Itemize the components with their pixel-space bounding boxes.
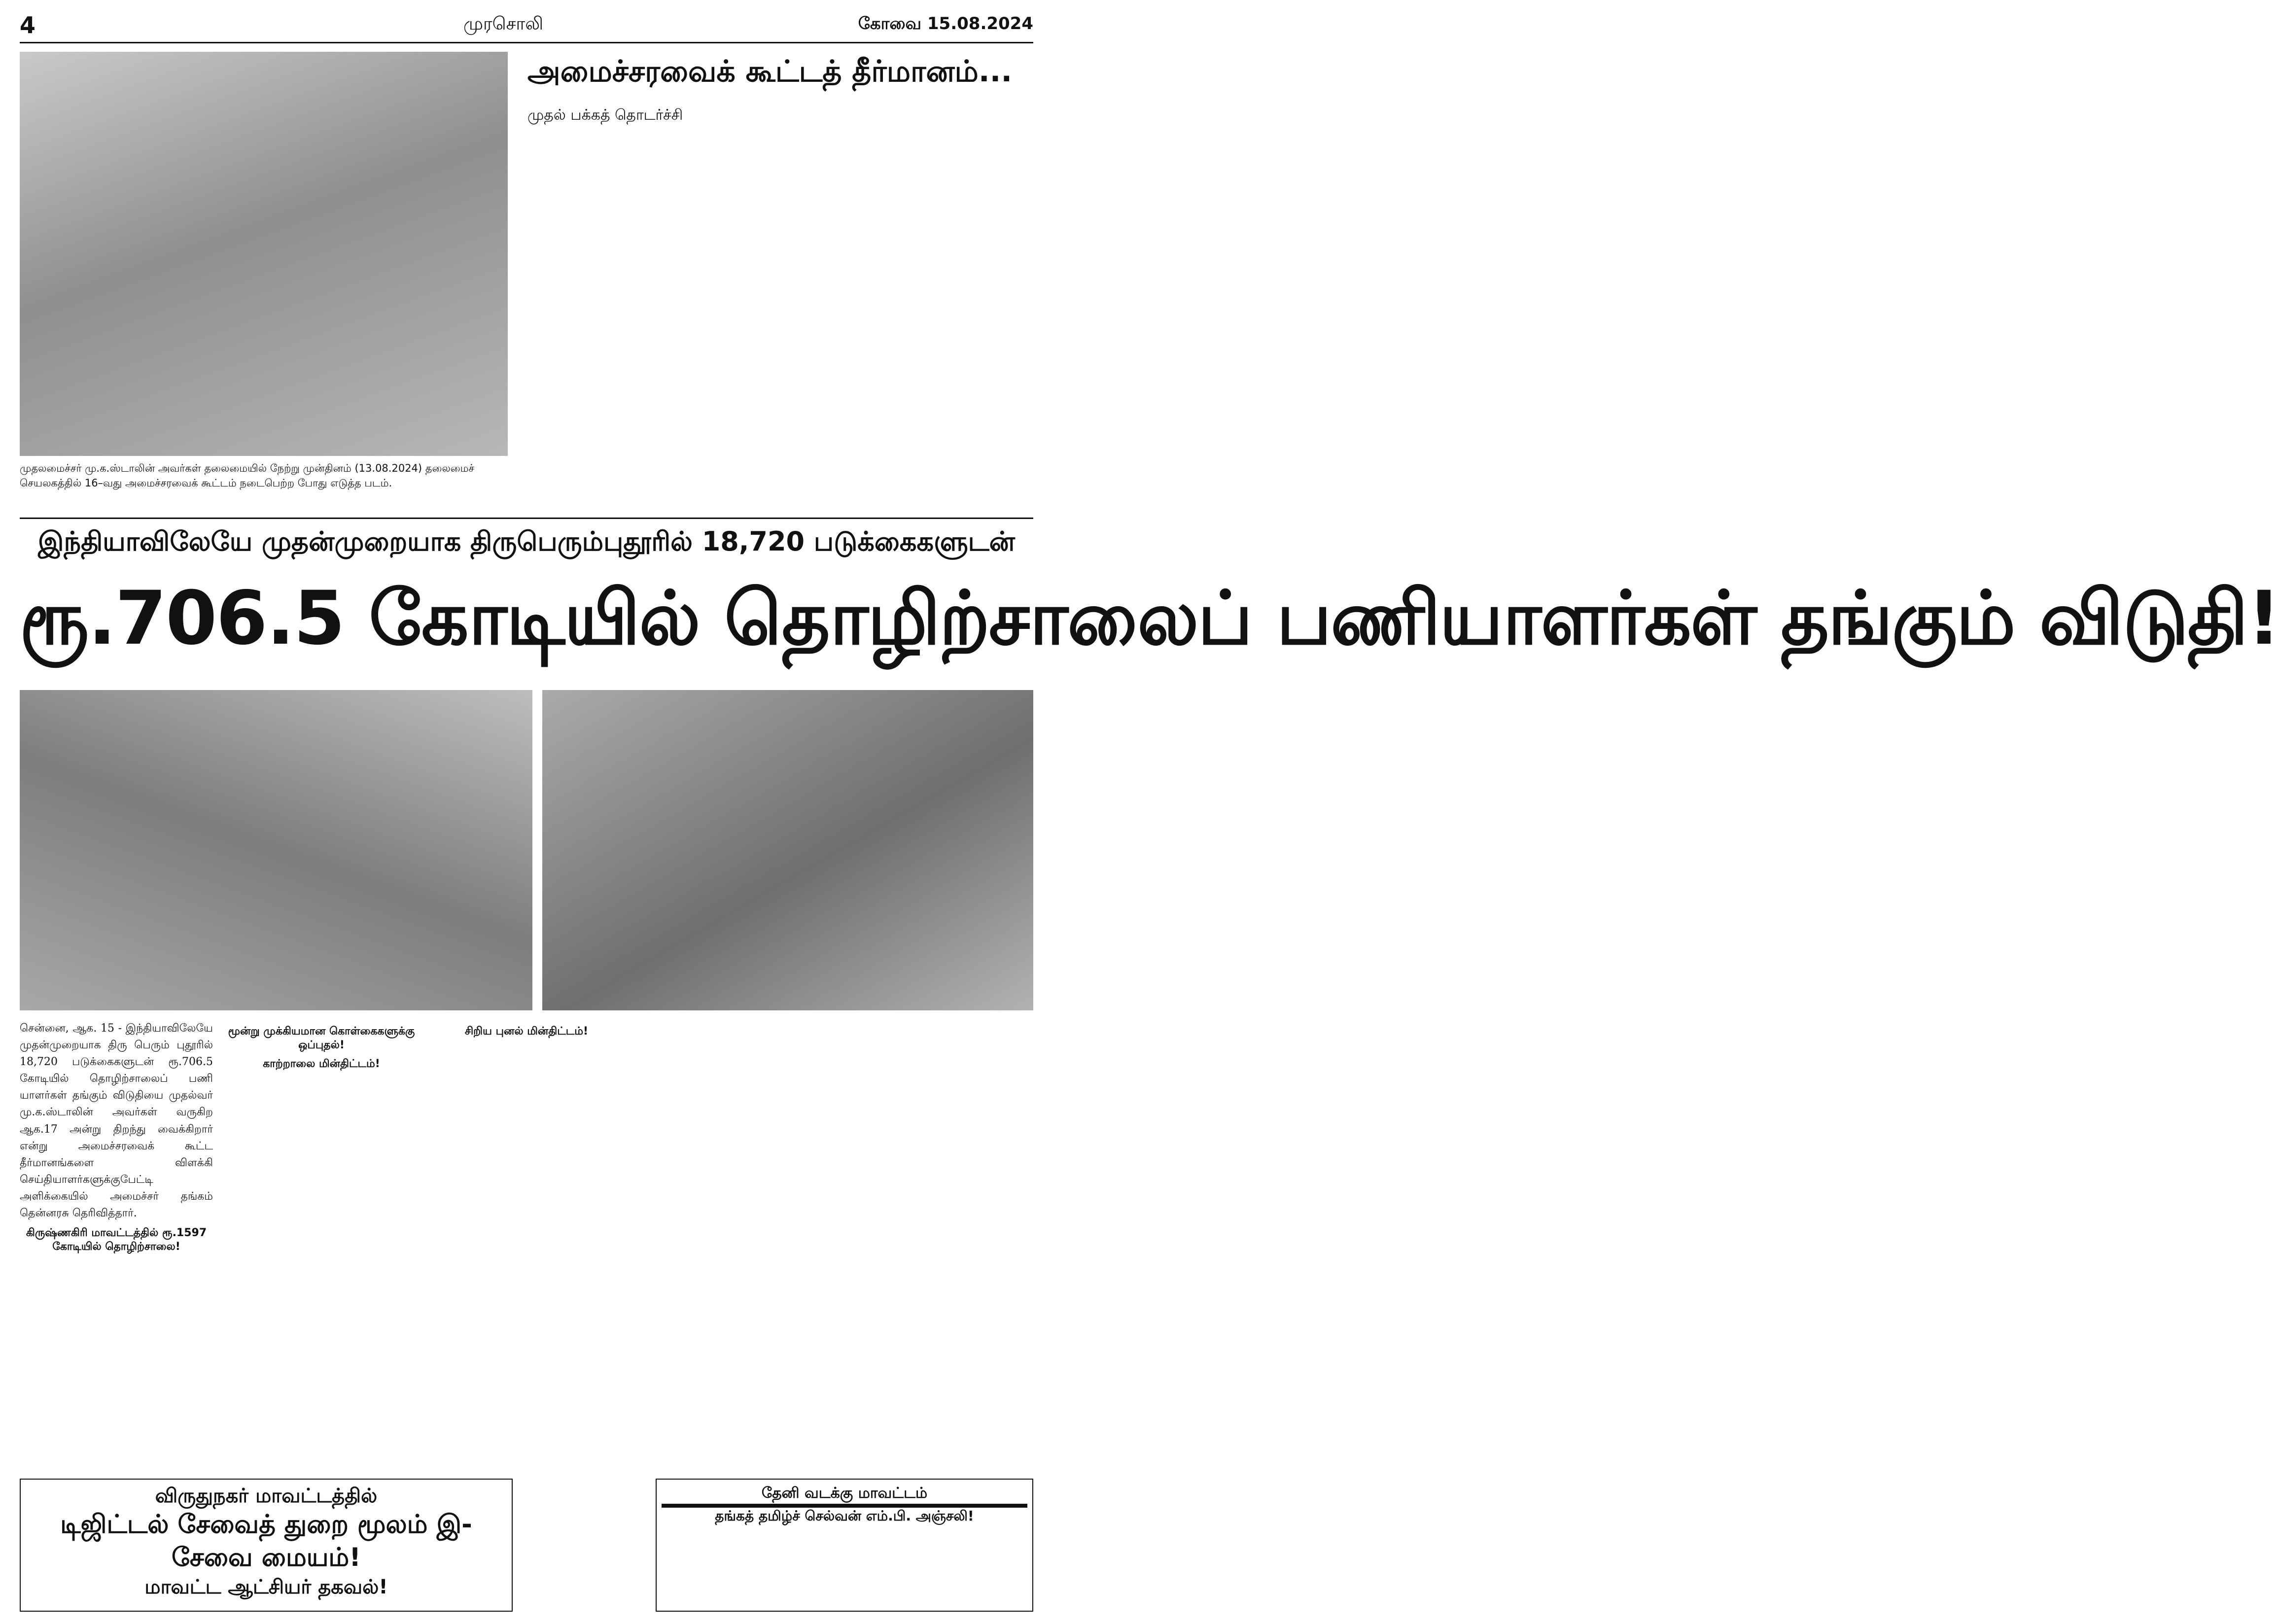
mid-bottom-column (523, 1479, 646, 1612)
paper-name: முரசொலி (463, 14, 543, 34)
cabinet-meeting-photo (20, 52, 508, 456)
page-number: 4 (20, 12, 36, 38)
dateline: கோவை 15.08.2024 (858, 14, 1033, 34)
subhead-krishnagiri: கிருஷ்ணகிரி மாவட்டத்தில் ரூ.1597 கோடியில் தொழிற்சாலை! (26, 1227, 207, 1253)
hostel-photo-left (20, 690, 532, 1010)
body-col-5 (840, 1020, 1033, 1474)
theni-headline: தங்கத் தமிழ்ச் செல்வன் எம்.பி. அஞ்சலி! (715, 1508, 974, 1524)
masthead (20, 9, 1033, 43)
photo-caption: முதலமைச்சர் மு.க.ஸ்டாலின் அவர்கள் தலைமையில் நேற்று முன்தினம் (13.08.2024) தலைமைச் செயலகத்தில் 16–வது அமைச்சரவைக் கூட்டம் நடைபெற்ற போது எடுத்த படம். (20, 462, 475, 489)
cabinet-col-2 (701, 111, 863, 510)
continued-label: முதல் பக்கத் தொடர்ச்சி (527, 106, 683, 124)
body-col-4 (635, 1020, 828, 1474)
cabinet-heading-text: அமைச்சரவைக் கூட்டத் தீர்மானம்... (527, 54, 1013, 89)
virudhunagar-subhead: மாவட்ட ஆட்சியர் தகவல்! (144, 1576, 388, 1598)
hostel-photo-right (542, 690, 1033, 1010)
cabinet-col-1 (527, 111, 690, 510)
main-headline: ரூ.706.5 கோடியில் தொழிற்சாலைப் பணியாளர்கள் தங்கும் விடுதி! (20, 576, 2280, 661)
virudhunagar-headline: டிஜிட்டல் சேவைத் துறை மூலம் இ-சேவை மையம்! (60, 1510, 472, 1572)
subhead-three-policies: மூன்று முக்கியமான கொள்கைகளுக்கு ஒப்புதல்! (228, 1025, 415, 1051)
virudhunagar-box (20, 1479, 513, 1612)
article-body (20, 1020, 1033, 1474)
subhead-wind-power: காற்றாலை மின்திட்டம்! (263, 1058, 380, 1070)
theni-kicker: தேனி வடக்கு மாவட்டம் (761, 1485, 928, 1502)
body-col-2 (225, 1020, 418, 1474)
cabinet-columns (527, 111, 1035, 510)
cabinet-heading (527, 54, 1035, 124)
kicker-headline: இந்தியாவிலேயே முதன்முறையாக திருபெரும்புதூரில் 18,720 படுக்கைகளுடன் (20, 518, 1033, 564)
subhead-small-hydro: சிறிய புனல் மின்திட்டம்! (464, 1025, 589, 1037)
theni-banner (662, 1504, 1027, 1508)
body-col-1-text: சென்னை, ஆக. 15 - இந்தியாவிலேயே முதன்முறையாக திரு பெரும் புதூரில் 18,720 படுக்கைகளுடன் ரூ.706.5 கோடியில் தொழிற்சாலைப் பணி யாளர்கள் தங்கும் விடுதியை முதல்வர் மு.க.ஸ்டாலின் அவர்கள் வருகிற ஆக.17 அன்று திறந்து வைக்கிறார் என்று அமைச்சரவைக் கூட்ட தீர்மானங்களை விளக்கி செய்தியாளர்களுக்குபேட்டி அளிக்கையில் அமைச்சர் தங்கம் தென்னரசு தெரிவித்தார். (20, 1022, 213, 1220)
theni-box (656, 1479, 1033, 1612)
cabinet-col-3 (873, 111, 1035, 510)
virudhunagar-kicker: விருதுநகர் மாவட்டத்தில் (155, 1485, 378, 1507)
body-col-1 (20, 1020, 213, 1474)
body-col-3 (430, 1020, 623, 1474)
